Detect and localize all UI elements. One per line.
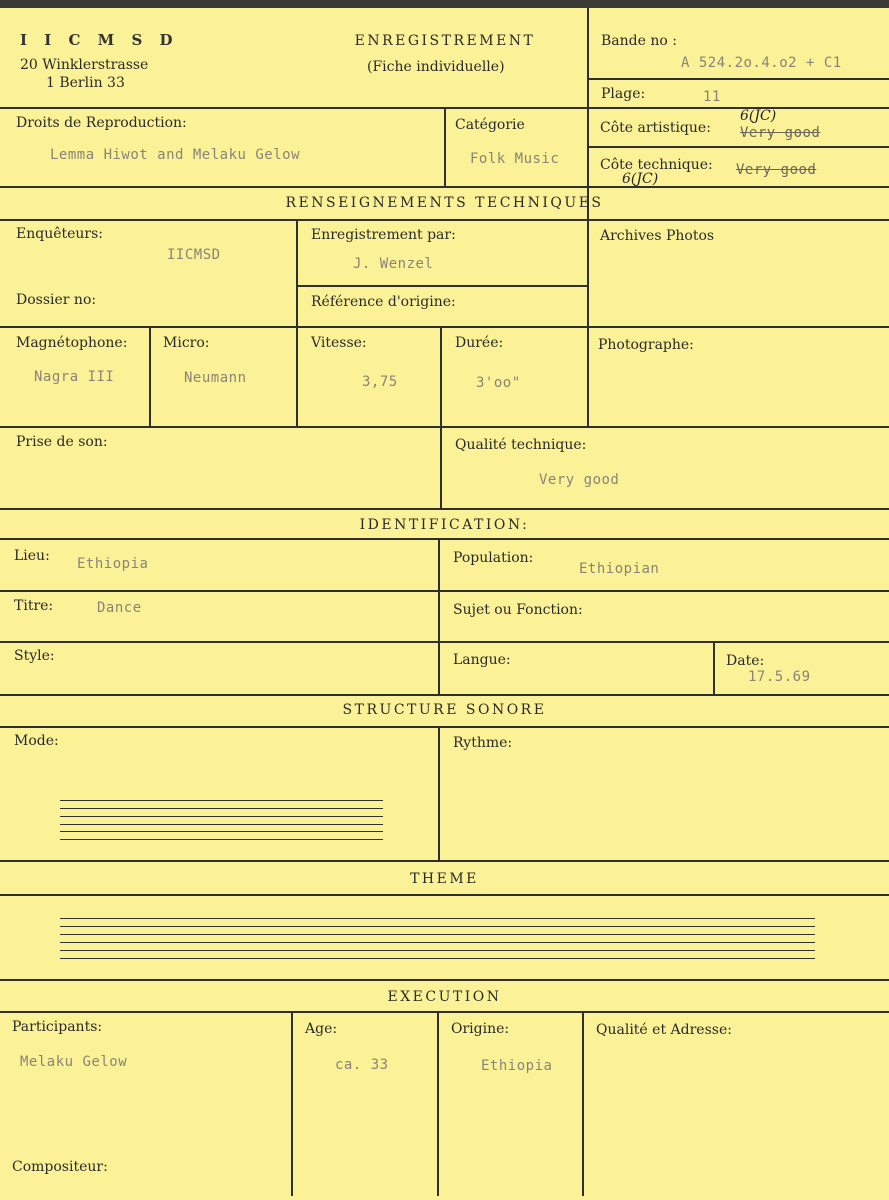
lieu-value: Ethiopia [77,556,149,572]
plage-label: Plage: [601,86,646,102]
qualite-technique-label: Qualité technique: [455,437,587,453]
divider [296,219,298,426]
theme-line [60,942,815,943]
divider [0,590,889,592]
rythme-label: Rythme: [453,735,513,751]
duree-label: Durée: [455,335,504,351]
date-label: Date: [726,653,765,669]
divider [0,326,889,328]
divider [296,285,587,287]
cote-technique-label: Côte technique: [600,157,713,173]
form-title: ENREGISTREMENT [354,33,536,49]
theme-line [60,934,815,935]
droits-value: Lemma Hiwot and Melaku Gelow [50,147,301,163]
divider [0,508,889,510]
theme-line [60,918,815,919]
cote-technique-value: Very good [736,162,817,178]
compositeur-label: Compositeur: [12,1159,108,1175]
origine-label: Origine: [451,1021,510,1037]
vitesse-label: Vitesse: [311,335,367,351]
prise-de-son-label: Prise de son: [16,434,108,450]
date-value: 17.5.69 [748,669,811,685]
duree-value: 3'oo" [476,375,521,391]
mode-line [60,816,383,817]
titre-value: Dance [97,600,142,616]
divider [0,860,889,862]
categorie-value: Folk Music [470,151,560,167]
divider [587,8,589,219]
structure-section-title: STRUCTURE SONORE [342,702,547,718]
vitesse-value: 3,75 [362,374,398,390]
cote-artistique-handwritten: 6(JC) [740,108,777,124]
theme-line [60,926,815,927]
bande-label: Bande no : [601,33,677,49]
participants-label: Participants: [12,1019,103,1035]
divider [0,894,889,896]
cote-artistique-label: Côte artistique: [600,120,711,136]
form-subtitle: (Fiche individuelle) [367,59,505,75]
mode-line [60,808,383,809]
divider [440,426,442,508]
execution-section-title: EXECUTION [387,989,502,1005]
sujet-label: Sujet ou Fonction: [453,602,583,618]
enqueteurs-value: IICMSD [167,247,221,263]
age-value: ca. 33 [335,1057,389,1073]
micro-value: Neumann [184,370,247,386]
address-line-2: 1 Berlin 33 [46,75,125,91]
divider [0,538,889,540]
divider [587,146,889,148]
qualite-technique-value: Very good [539,472,620,488]
mode-line [60,824,383,825]
divider [0,426,889,428]
bande-value: A 524.2o.4.o2 + C1 [681,55,842,71]
age-label: Age: [305,1021,338,1037]
enregistrement-par-value: J. Wenzel [353,256,434,272]
mode-line [60,800,383,801]
divider [438,538,440,694]
archives-photos-label: Archives Photos [600,228,715,244]
reference-label: Référence d'origine: [311,294,456,310]
population-value: Ethiopian [579,561,660,577]
magnetophone-label: Magnétophone: [16,335,128,351]
magnetophone-value: Nagra III [34,369,115,385]
divider [444,107,446,186]
micro-label: Micro: [163,335,210,351]
qualite-adresse-label: Qualité et Adresse: [596,1022,732,1038]
plage-value: 11 [703,89,721,105]
categorie-label: Catégorie [455,117,525,133]
divider [587,78,889,80]
mode-line [60,839,383,840]
divider [0,641,889,643]
divider [149,326,151,426]
divider [440,326,442,426]
divider [0,694,889,696]
theme-line [60,950,815,951]
divider [291,1011,293,1196]
titre-label: Titre: [14,598,54,614]
divider [0,1011,889,1013]
divider [437,1011,439,1196]
technical-section-title: RENSEIGNEMENTS TECHNIQUES [285,195,604,211]
cote-technique-handwritten: 6(JC) [622,171,659,187]
institute-logo: I I C M S D [20,31,179,49]
enqueteurs-label: Enquêteurs: [16,226,104,242]
langue-label: Langue: [453,652,511,668]
divider [587,219,589,426]
theme-section-title: THEME [410,871,479,887]
divider [438,726,440,860]
divider [0,219,889,221]
style-label: Style: [14,648,55,664]
dossier-label: Dossier no: [16,292,97,308]
mode-line [60,831,383,832]
identification-section-title: IDENTIFICATION: [359,517,530,533]
address-line-1: 20 Winklerstrasse [20,57,149,73]
mode-label: Mode: [14,733,59,749]
population-label: Population: [453,550,534,566]
enregistrement-par-label: Enregistrement par: [311,227,456,243]
lieu-label: Lieu: [14,548,50,564]
theme-line [60,958,815,959]
droits-label: Droits de Reproduction: [16,115,187,131]
divider [0,726,889,728]
divider [582,1011,584,1196]
divider [0,979,889,981]
participants-value: Melaku Gelow [20,1054,128,1070]
photographe-label: Photographe: [598,337,694,353]
divider [713,641,715,694]
cote-artistique-value: Very good [740,125,821,141]
origine-value: Ethiopia [481,1058,553,1074]
divider [0,186,889,188]
